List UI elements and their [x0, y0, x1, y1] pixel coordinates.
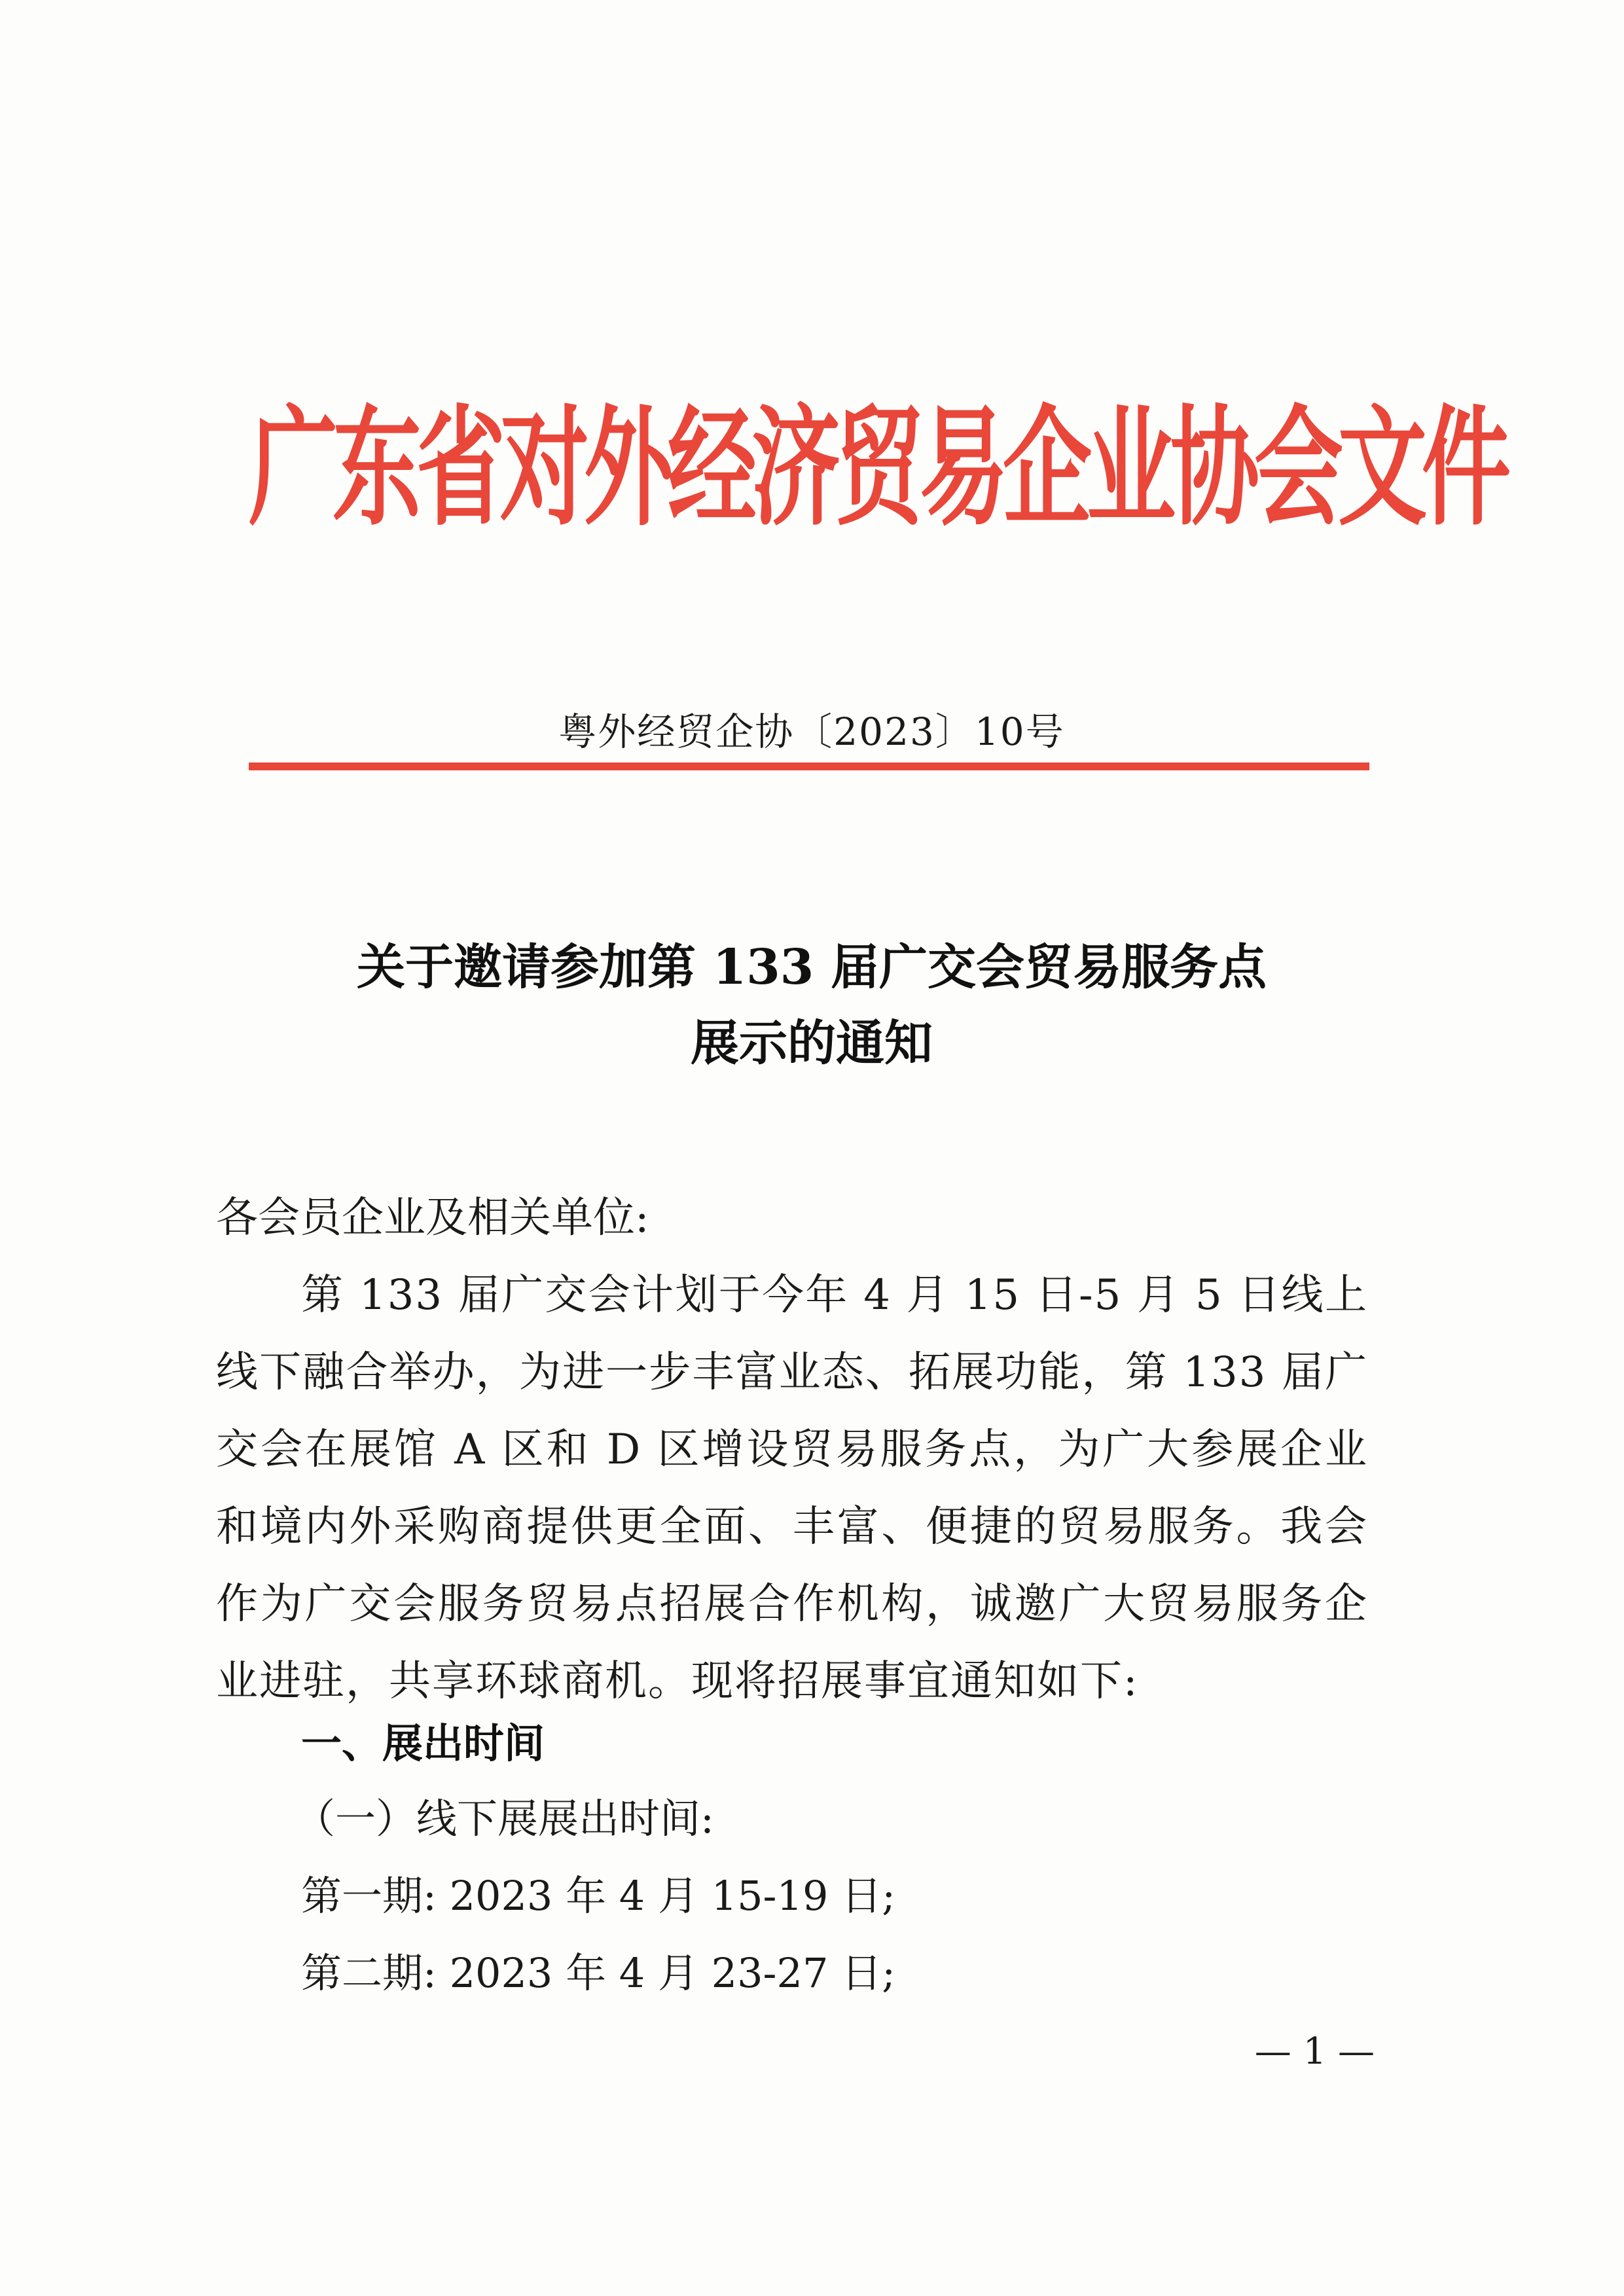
document-number: 粤外经贸企协〔2023〕10号 — [558, 709, 1065, 754]
body-paragraph-1: 第 133 届广交会计划于今年 4 月 15 日-5 月 5 日线上线下融合举办，为进一步丰富业态、拓展功能，第 133 届广交会在展馆 A 区和 D 区增设贸易服务点，为广大参展企业和境内外采购商提供更全面、丰富、便捷的贸易服务。我会作为广交会服务贸易点招展合作机构，诚邀广大贸易服务企业进驻，共享环球商机。现将招展事宜通知如下: — [216, 1271, 1368, 1706]
sub-heading-offline-time: （一）线下展展出时间: — [295, 1795, 714, 1842]
page-number: — 1 — — [1254, 2030, 1375, 2073]
red-divider-rule — [249, 762, 1369, 770]
salutation: 各会员企业及相关单位: — [216, 1194, 649, 1242]
period-item: 第一期: 2023 年 4 月 15-19 日; — [301, 1872, 895, 1920]
notice-title — [249, 929, 1375, 1081]
notice-title-line-1: 关于邀请参加第 133 届广交会贸易服务点 — [357, 939, 1267, 996]
body-text — [216, 1179, 1368, 1720]
section-heading-exhibition-time: 一、展出时间 — [301, 1719, 545, 1767]
period-item: 第二期: 2023 年 4 月 23-27 日; — [301, 1949, 895, 1997]
org-header-title: 广东省对外经济贸易企业协会文件 — [249, 392, 1506, 544]
notice-title-line-2: 展示的通知 — [691, 1015, 933, 1071]
